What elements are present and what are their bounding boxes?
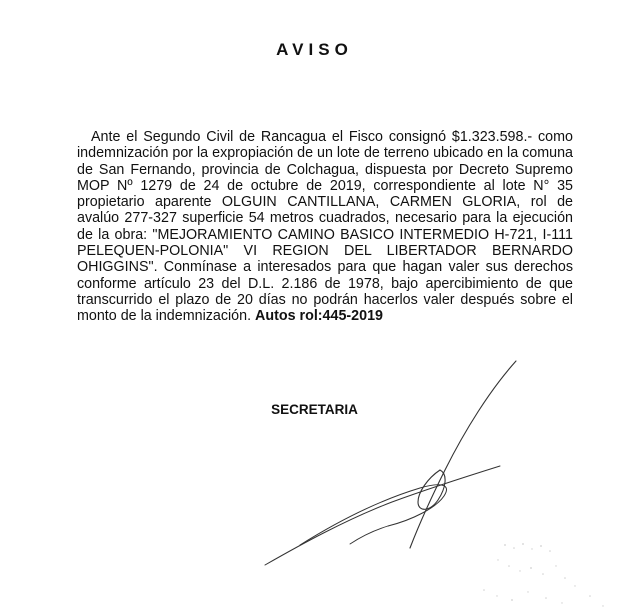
notice-body xyxy=(77,129,573,325)
signer-title: SECRETARIA xyxy=(271,402,358,417)
notice-body-text: Ante el Segundo Civil de Rancagua el Fisco consignó $1.323.598.- como indemnización por la expropiación de un lote de terreno ubicado en la comuna de San Fernando, provincia de Colchagua, dispuesta por Decreto Supremo MOP Nº 1279 de 24 de octubre de 2019, correspondiente al lote N° 35 propietario aparente OLGUIN CANTILLANA, CARMEN GLORIA, rol de avalúo 277-327 superficie 54 metros cuadrados, necesario para la ejecución de la obra: "MEJORAMIENTO CAMINO BASICO INTERMEDIO H-721, I-111 PELEQUEN-POLONIA" VI REGION DEL LIBERTADOR BERNARDO OHIGGINS". Conmínase a interesados para que hagan valer sus derechos conforme artículo 23 del D.L. 2.186 de 1978, bajo apercibimiento de que transcurrido el plazo de 20 días no podrán hacerlos valer después sobre el monto de la indemnización. xyxy=(77,129,573,325)
notice-paragraph xyxy=(77,129,573,325)
case-reference: Autos rol:445-2019 xyxy=(255,308,383,325)
notice-title: AVISO xyxy=(276,40,353,59)
